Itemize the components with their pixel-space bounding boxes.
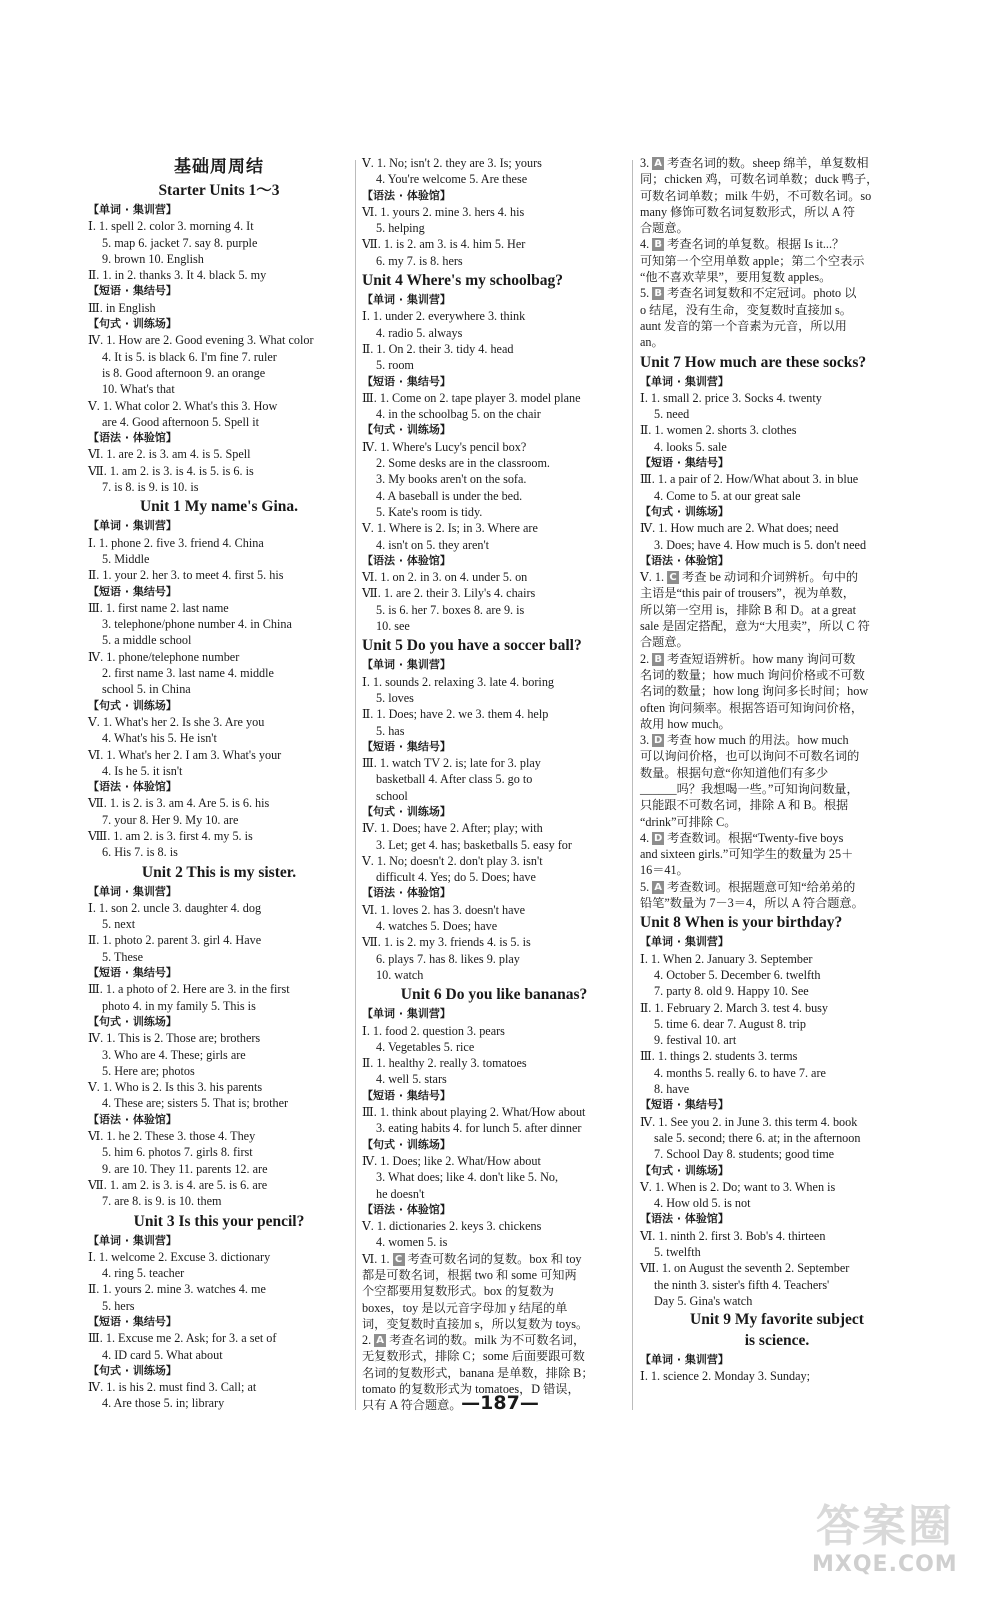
- answer-line-continued: 7. School Day 8. students; good time: [654, 1147, 835, 1162]
- answer-line: Ⅴ. 1. When is 2. Do; want to 3. When is: [640, 1179, 836, 1194]
- explanation-line: 个空都要用复数形式。box 的复数为: [362, 1284, 554, 1299]
- section-label: 【短语 · 集结号】: [640, 1098, 729, 1112]
- answer-line: Ⅶ. 1. am 2. is 3. is 4. is 5. is 6. is: [88, 463, 254, 478]
- answer-line: Ⅳ. 1. How are 2. Good evening 3. What color: [88, 333, 314, 348]
- answer-line-continued: 5. is 6. her 7. boxes 8. are 9. is: [376, 602, 525, 617]
- answer-choice-badge: A: [374, 1334, 386, 1347]
- answer-line: Ⅱ. 1. On 2. their 3. tidy 4. head: [362, 341, 514, 356]
- answer-line-continued: 3. eating habits 4. for lunch 5. after dinner: [376, 1121, 582, 1136]
- answer-line-continued: 4. Are those 5. in; library: [102, 1396, 225, 1411]
- answer-line-continued: 4. looks 5. sale: [654, 439, 727, 454]
- answer-line: Ⅱ. 1. healthy 2. really 3. tomatoes: [362, 1056, 527, 1071]
- explanation-line: aunt 发音的第一个音素为元音，所以用: [640, 318, 847, 333]
- explanation-line: 名词的复数形式，banana 是单数，排除 B；: [362, 1365, 594, 1380]
- explanation-text: 考查 be 动词和介词辨析。句中的: [682, 570, 859, 585]
- answer-line-continued: 4. Come to 5. at our great sale: [654, 488, 801, 503]
- explanation-line: 数量。根据句意“你知道他们有多少: [640, 765, 829, 780]
- answer-line-continued: 6. my 7. is 8. hers: [376, 253, 463, 268]
- answer-line-continued: 5. him 6. photos 7. girls 8. first: [102, 1145, 253, 1160]
- section-label: 【短语 · 集结号】: [88, 584, 177, 598]
- answer-line: Ⅲ. 1. a pair of 2. How/What about 3. in blue: [640, 472, 859, 487]
- explanation-line: ______吗？我想喝一些。”可知询问数量，: [640, 781, 859, 796]
- answer-line-continued: 4. How old 5. is not: [654, 1196, 751, 1211]
- section-label: 【单词 · 集训营】: [362, 293, 451, 307]
- explanation-line: 名词的数量；how much 询问价格或不可数: [640, 667, 865, 682]
- answer-line: Ⅳ. 1. phone/telephone number: [88, 649, 240, 664]
- explanation-line: “他不喜欢苹果”，要用复数 apples。: [640, 270, 832, 285]
- answer-line: Ⅶ. 1. is 2. is 3. am 4. Are 5. is 6. his: [88, 796, 270, 811]
- answer-line-continued: 8. have: [654, 1082, 690, 1097]
- explanation-line: “drink”可排除 C。: [640, 814, 737, 829]
- section-label: 【句式 · 训练场】: [88, 1363, 177, 1377]
- answer-line: Ⅰ. 1. When 2. January 3. September: [640, 951, 813, 966]
- answer-line-continued: school 5. in China: [102, 682, 191, 697]
- explanation-line: 都是可数名词，根据 two 和 some 可知两: [362, 1268, 577, 1282]
- page-title: 基础周周结: [174, 157, 264, 177]
- unit-heading: Unit 9 My favorite subject: [690, 1311, 864, 1329]
- answer-choice-badge: C: [667, 571, 679, 584]
- answer-line-continued: 5. helping: [376, 221, 425, 236]
- answer-line: Ⅴ. 1. No; isn't 2. they are 3. Is; yours: [362, 156, 542, 170]
- answer-line-continued: 4. ring 5. teacher: [102, 1266, 185, 1281]
- section-label: 【句式 · 训练场】: [88, 1014, 177, 1028]
- answer-line-continued: he doesn't: [376, 1186, 425, 1201]
- question-number: 5.: [640, 879, 650, 894]
- answer-line: Ⅵ. 1. What's her 2. I am 3. What's your: [88, 747, 282, 762]
- section-label: 【短语 · 集结号】: [640, 456, 729, 470]
- answer-line: Ⅳ. 1. Where's Lucy's pencil box?: [362, 439, 527, 454]
- answer-line-continued: 7. is 8. is 9. is 10. is: [102, 480, 199, 495]
- choice-answer-line: [640, 651, 914, 667]
- section-label: 【句式 · 训练场】: [88, 698, 177, 712]
- answer-choice-badge: B: [652, 287, 664, 300]
- answer-choice-badge: A: [652, 881, 664, 894]
- answer-line-continued: 6. His 7. is 8. is: [102, 845, 178, 860]
- answer-line-continued: 5. These: [102, 949, 144, 964]
- answer-line-continued: 4. radio 5. always: [376, 325, 463, 340]
- choice-answer-line: [640, 732, 914, 748]
- question-number: Ⅴ. 1.: [640, 570, 665, 585]
- answer-line: Ⅲ. 1. things 2. students 3. terms: [640, 1049, 798, 1064]
- explanation-line: 所以第一空用 is，排除 B 和 D。at a great: [640, 602, 856, 617]
- answer-column-2: [362, 155, 626, 1414]
- answer-line-continued: 4. Vegetables 5. rice: [376, 1039, 475, 1054]
- explanation-line: 可以询问价格，也可以询问不可数名词的: [640, 749, 860, 764]
- unit-heading: Unit 7 How much are these socks?: [640, 353, 867, 371]
- answer-line: Ⅴ. 1. What color 2. What's this 3. How: [88, 398, 278, 413]
- section-label: 【单词 · 集训营】: [640, 374, 729, 388]
- answer-choice-badge: C: [393, 1253, 405, 1266]
- explanation-text: 考查短语辨析。how many 询问可数: [667, 651, 856, 666]
- answer-line-continued: 2. Some desks are in the classroom.: [376, 456, 550, 471]
- answer-line: Ⅴ. 1. What's her 2. Is she 3. Are you: [88, 714, 265, 729]
- answer-choice-badge: D: [653, 735, 663, 747]
- answer-line-continued: Day 5. Gina's watch: [654, 1293, 753, 1308]
- answer-line-continued: 3. What does; like 4. don't like 5. No,: [376, 1170, 559, 1185]
- answer-line-continued: 5. has: [376, 723, 405, 738]
- explanation-line: o 结尾，没有生命，变复数时直接加 s。: [640, 302, 852, 317]
- answer-line-continued: 2. first name 3. last name 4. middle: [102, 666, 274, 681]
- answer-line: Ⅱ. 1. women 2. shorts 3. clothes: [640, 423, 797, 438]
- explanation-line: 可数名词单数；milk 牛奶，不可数名词。so: [640, 188, 872, 203]
- answer-line: Ⅶ. 1. is 2. my 3. friends 4. is 5. is: [362, 935, 531, 950]
- choice-answer-line: [640, 236, 914, 252]
- answer-line-continued: 10. What's that: [102, 382, 175, 397]
- page-number: —187—: [461, 1392, 539, 1414]
- question-number: 2.: [362, 1333, 372, 1348]
- answer-line: Ⅳ. 1. How much are 2. What does; need: [640, 521, 839, 536]
- answer-line: Ⅶ. 1. on August the seventh 2. September: [640, 1261, 850, 1276]
- section-label: 【短语 · 集结号】: [88, 966, 177, 980]
- answer-line: Ⅰ. 1. son 2. uncle 3. daughter 4. dog: [88, 900, 262, 915]
- answer-line: Ⅲ. 1. Come on 2. tape player 3. model plane: [362, 390, 581, 405]
- answer-line: Ⅵ. 1. are 2. is 3. am 4. is 5. Spell: [88, 447, 251, 462]
- answer-line-continued: 4. in the schoolbag 5. on the chair: [376, 407, 541, 422]
- answer-line: Ⅰ. 1. under 2. everywhere 3. think: [362, 309, 526, 324]
- explanation-line: 只有 A 符合题意。: [362, 1398, 462, 1413]
- answer-line: Ⅲ. 1. watch TV 2. is; late for 3. play: [362, 756, 541, 771]
- answer-line-continued: difficult 4. Yes; do 5. Does; have: [376, 870, 536, 885]
- answer-line: Ⅵ. 1. yours 2. mine 3. hers 4. his: [362, 204, 525, 219]
- section-label: 【短语 · 集结号】: [362, 739, 451, 753]
- unit-heading: Unit 3 Is this your pencil?: [133, 1212, 305, 1230]
- answer-line: Ⅱ. 1. photo 2. parent 3. girl 4. Have: [88, 933, 262, 948]
- answer-line: Ⅱ. 1. Does; have 2. we 3. them 4. help: [362, 707, 549, 722]
- choice-answer-line: [640, 879, 914, 895]
- answer-line: Ⅰ. 1. sounds 2. relaxing 3. late 4. boring: [362, 674, 555, 689]
- answer-choice-badge: A: [652, 157, 664, 170]
- answer-line-continued: 4. months 5. really 6. to have 7. are: [654, 1065, 826, 1080]
- section-label: 【单词 · 集训营】: [88, 884, 177, 898]
- unit-heading: Starter Units 1～3: [158, 182, 280, 199]
- unit-heading: Unit 5 Do you have a soccer ball?: [362, 637, 582, 655]
- explanation-line: 可知第一个空用单数 apple；第二个空表示: [640, 253, 865, 268]
- choice-answer-line: [640, 830, 914, 846]
- answer-line-continued: basketball 4. After class 5. go to: [376, 772, 533, 787]
- explanation-line: sale 是固定搭配，意为“大甩卖”，所以 C 符: [640, 619, 870, 634]
- answer-line-continued: 5. Kate's room is tidy.: [376, 504, 483, 519]
- question-number: 4.: [640, 237, 650, 252]
- answer-line: Ⅱ. 1. yours 2. mine 3. watches 4. me: [88, 1282, 266, 1297]
- answer-column-1: [88, 155, 350, 1412]
- section-label: 【语法 · 体验馆】: [362, 188, 451, 202]
- answer-line-continued: 7. party 8. old 9. Happy 10. See: [654, 984, 809, 999]
- answer-line-continued: 3. telephone/phone number 4. in China: [102, 617, 292, 632]
- section-label: 【语法 · 体验馆】: [88, 431, 177, 445]
- answer-line: Ⅳ. 1. This is 2. Those are; brothers: [88, 1031, 261, 1046]
- section-label: 【语法 · 体验馆】: [362, 886, 451, 900]
- section-label: 【语法 · 体验馆】: [640, 1212, 729, 1226]
- unit-heading: Unit 2 This is my sister.: [141, 863, 297, 881]
- explanation-line: 16＝41。: [640, 863, 689, 878]
- answer-line-continued: 9. brown 10. English: [102, 251, 204, 266]
- answer-line-continued: 7. are 8. is 9. is 10. them: [102, 1194, 222, 1209]
- choice-answer-line: [362, 1251, 626, 1267]
- section-label: 【短语 · 集结号】: [88, 284, 177, 298]
- answer-line: Ⅴ. 1. dictionaries 2. keys 3. chickens: [362, 1219, 542, 1234]
- answer-line-continued: is 8. Good afternoon 9. an orange: [102, 365, 266, 380]
- explanation-line: tomato 的复数形式为 tomatoes，D 错误，: [362, 1382, 580, 1397]
- answer-line-continued: 4. What's his 5. He isn't: [102, 731, 217, 746]
- answer-line: Ⅰ. 1. small 2. price 3. Socks 4. twenty: [640, 390, 822, 405]
- answer-line-continued: the ninth 3. sister's fifth 4. Teachers': [654, 1277, 830, 1292]
- answer-line-continued: photo 4. in my family 5. This is: [102, 998, 256, 1013]
- section-label: 【短语 · 集结号】: [362, 1088, 451, 1102]
- answer-line-continued: 4. ID card 5. What about: [102, 1347, 223, 1362]
- section-label: 【短语 · 集结号】: [88, 1315, 177, 1328]
- answer-line-continued: 5. time 6. dear 7. August 8. trip: [654, 1016, 806, 1031]
- answer-line-continued: are 4. Good afternoon 5. Spell it: [102, 414, 260, 429]
- answer-line-continued: 5. a middle school: [102, 633, 192, 648]
- explanation-text: 考查名词的单复数。根据 Is it...？: [667, 237, 845, 252]
- section-label: 【句式 · 训练场】: [640, 504, 729, 518]
- question-number: 3.: [640, 156, 650, 170]
- answer-choice-badge: D: [653, 832, 663, 844]
- unit-heading: Unit 8 When is your birthday?: [640, 914, 843, 932]
- answer-line-continued: 5. twelfth: [654, 1245, 701, 1259]
- section-label: 【单词 · 集训营】: [88, 519, 177, 533]
- section-label: 【语法 · 体验馆】: [362, 553, 451, 567]
- answer-line: Ⅲ. 1. think about playing 2. What/How about: [362, 1105, 586, 1120]
- answer-line-continued: 4. isn't on 5. they aren't: [376, 537, 490, 552]
- answer-line-continued: 9. are 10. They 11. parents 12. are: [102, 1161, 268, 1176]
- answer-line: Ⅰ. 1. science 2. Monday 3. Sunday;: [640, 1369, 810, 1384]
- answer-choice-badge: B: [652, 653, 664, 666]
- choice-answer-line: [640, 155, 914, 171]
- section-label: 【单词 · 集训营】: [640, 1353, 729, 1367]
- watermark-site-text: MXQE.COM: [812, 1552, 958, 1577]
- answer-line-continued: 3. Does; have 4. How much is 5. don't need: [654, 537, 867, 552]
- explanation-line: 合题意。: [640, 221, 689, 236]
- explanation-line: 无复数形式，排除 C；some 后面要跟可数: [362, 1349, 585, 1364]
- answer-line-continued: 4. women 5. is: [376, 1235, 448, 1250]
- explanation-text: 考查数词。根据题意可知“给弟弟的: [667, 879, 856, 894]
- answer-line-continued: 3. Let; get 4. has; basketballs 5. easy for: [376, 837, 572, 852]
- section-label: 【语法 · 体验馆】: [88, 1112, 177, 1126]
- answer-line: Ⅱ. 1. your 2. her 3. to meet 4. first 5. his: [88, 568, 284, 583]
- unit-heading: Unit 6 Do you like bananas?: [400, 986, 588, 1004]
- answer-line-continued: 4. Is he 5. it isn't: [102, 763, 183, 778]
- answer-line-continued: 3. My books aren't on the sofa.: [376, 472, 527, 487]
- explanation-line: boxes，toy 是以元音字母加 y 结尾的单: [362, 1300, 568, 1315]
- answer-line: Ⅷ. 1. am 2. is 3. first 4. my 5. is: [88, 828, 253, 843]
- question-number: 4.: [640, 830, 650, 845]
- section-label: 【语法 · 体验馆】: [640, 553, 729, 567]
- section-label: 【句式 · 训练场】: [362, 1137, 451, 1151]
- answer-line-continued: 5. room: [376, 358, 414, 373]
- section-label: 【语法 · 体验馆】: [362, 1202, 451, 1216]
- explanation-text: 考查数词。根据“Twenty-five boys: [667, 830, 844, 845]
- answer-line-continued: 4. It is 5. is black 6. I'm fine 7. ruler: [102, 349, 277, 364]
- answer-line-continued: 5. loves: [376, 690, 414, 705]
- section-label: 【句式 · 训练场】: [88, 317, 177, 331]
- answer-line-continued: 3. Who are 4. These; girls are: [102, 1047, 246, 1062]
- answer-line-continued: school: [376, 788, 408, 803]
- answer-line: Ⅱ. 1. February 2. March 3. test 4. busy: [640, 1000, 829, 1015]
- choice-answer-line: [362, 1332, 626, 1348]
- answer-line-continued: 4. A baseball is under the bed.: [376, 488, 523, 503]
- answer-line-continued: 4. watches 5. Does; have: [376, 919, 498, 934]
- answer-line-continued: 5. hers: [102, 1298, 135, 1313]
- section-label: 【单词 · 集训营】: [362, 1007, 451, 1021]
- choice-answer-line: [640, 569, 914, 585]
- answer-line: Ⅲ. 1. first name 2. last name: [88, 600, 229, 615]
- answer-line: Ⅴ. 1. Where is 2. Is; in 3. Where are: [362, 521, 538, 536]
- answer-line-continued: 10. see: [376, 619, 410, 634]
- answer-line-continued: 5. need: [654, 407, 690, 422]
- explanation-text: 考查名词的数。milk 为不可数名词，: [389, 1333, 586, 1348]
- answer-line: Ⅰ. 1. phone 2. five 3. friend 4. China: [88, 535, 264, 550]
- answer-line: Ⅰ. 1. food 2. question 3. pears: [362, 1023, 505, 1038]
- answer-line: Ⅳ. 1. is his 2. must find 3. Call; at: [88, 1380, 257, 1395]
- column-divider-2: [632, 160, 633, 1410]
- answer-line: Ⅰ. 1. welcome 2. Excuse 3. dictionary: [88, 1249, 271, 1264]
- answer-line: Ⅴ. 1. No; doesn't 2. don't play 3. isn't: [362, 853, 543, 868]
- explanation-line: 合题意。: [640, 635, 689, 650]
- answer-line-continued: 5. Here are; photos: [102, 1063, 195, 1078]
- answer-line-continued: 7. your 8. Her 9. My 10. are: [102, 812, 239, 827]
- answer-column-3: [640, 155, 914, 1385]
- answer-line-continued: 4. You're welcome 5. Are these: [376, 172, 528, 187]
- section-label: 【单词 · 集训营】: [362, 658, 451, 672]
- section-label: 【单词 · 集训营】: [88, 1233, 177, 1247]
- explanation-text: 考查名词复数和不定冠词。photo 以: [667, 286, 857, 301]
- explanation-text: 考查可数名词的复数。box 和 toy: [407, 1251, 582, 1266]
- question-number: 3.: [640, 733, 650, 748]
- answer-line-continued: 9. festival 10. art: [654, 1033, 737, 1048]
- explanation-line: and sixteen girls.”可知学生的数量为 25＋: [640, 847, 854, 862]
- answer-line: Ⅵ. 1. ninth 2. first 3. Bob's 4. thirteen: [640, 1228, 826, 1243]
- watermark: [806, 1490, 956, 1590]
- section-label: 【句式 · 训练场】: [362, 804, 451, 818]
- answer-line-continued: 5. map 6. jacket 7. say 8. purple: [102, 235, 258, 250]
- explanation-line: 词，变复数时直接加 s，所以复数为 toys。: [362, 1316, 589, 1331]
- answer-line: Ⅵ. 1. on 2. in 3. on 4. under 5. on: [362, 570, 528, 585]
- section-label: 【单词 · 集训营】: [640, 935, 729, 949]
- answer-line: Ⅲ. 1. Excuse me 2. Ask; for 3. a set of: [88, 1331, 277, 1346]
- answer-line: Ⅶ. 1. am 2. is 3. is 4. are 5. is 6. are: [88, 1177, 268, 1192]
- column-divider-1: [355, 160, 356, 1410]
- answer-line: Ⅲ. 1. a photo of 2. Here are 3. in the first: [88, 982, 290, 997]
- unit-heading: Unit 1 My name's Gina.: [139, 498, 299, 516]
- explanation-line: many 修饰可数名词复数形式，所以 A 符: [640, 204, 855, 219]
- answer-line-continued: 4. These are; sisters 5. That is; brother: [102, 1096, 289, 1111]
- answer-line: Ⅱ. 1. in 2. thanks 3. It 4. black 5. my: [88, 268, 267, 283]
- explanation-text: 考查名词的数。sheep 绵羊，单复数相: [667, 156, 869, 170]
- unit-heading: is science.: [744, 1332, 810, 1350]
- answer-choice-badge: B: [652, 238, 664, 251]
- answer-line: Ⅲ. in English: [88, 300, 156, 315]
- question-number: 2.: [640, 651, 650, 666]
- answer-line-continued: 5. next: [102, 917, 136, 932]
- explanation-line: 主语是“this pair of trousers”，视为单数，: [640, 586, 855, 601]
- answer-line: Ⅵ. 1. he 2. These 3. those 4. They: [88, 1129, 256, 1144]
- answer-line-continued: 6. plays 7. has 8. likes 9. play: [376, 951, 520, 966]
- choice-answer-line: [640, 285, 914, 301]
- answer-line: Ⅶ. 1. is 2. am 3. is 4. him 5. Her: [362, 237, 526, 252]
- question-number: Ⅵ. 1.: [362, 1251, 390, 1266]
- explanation-line: often 询问频率。根据答语可知询问价格，: [640, 700, 864, 715]
- section-label: 【单词 · 集训营】: [88, 203, 177, 216]
- answer-line: Ⅵ. 1. loves 2. has 3. doesn't have: [362, 902, 526, 917]
- section-label: 【句式 · 训练场】: [640, 1163, 729, 1177]
- section-label: 【短语 · 集结号】: [362, 374, 451, 388]
- explanation-line: 铅笔”数量为 7－3＝4，所以 A 符合题意。: [640, 896, 864, 911]
- answer-line-continued: 5. Middle: [102, 551, 150, 566]
- answer-line-continued: 10. watch: [376, 967, 424, 982]
- answer-line: Ⅳ. 1. Does; like 2. What/How about: [362, 1153, 541, 1168]
- answer-line: Ⅳ. 1. See you 2. in June 3. this term 4. book: [640, 1114, 858, 1129]
- explanation-line: 同；chicken 鸡，可数名词单数；duck 鸭子，: [640, 172, 879, 187]
- explanation-line: 名词的数量；how long 询问多长时间；how: [640, 684, 869, 699]
- explanation-line: 故用 how much。: [640, 716, 731, 731]
- answer-line-continued: 4. well 5. stars: [376, 1072, 447, 1087]
- answer-line: Ⅴ. 1. Who is 2. Is this 3. his parents: [88, 1080, 263, 1095]
- answer-line: Ⅳ. 1. Does; have 2. After; play; with: [362, 821, 543, 836]
- answer-line: Ⅰ. 1. spell 2. color 3. morning 4. It: [88, 219, 254, 234]
- explanation-text: 考查 how much 的用法。how much: [667, 733, 849, 748]
- watermark-logo-icon: 答案圈: [816, 1501, 954, 1552]
- answer-line: Ⅶ. 1. are 2. their 3. Lily's 4. chairs: [362, 586, 536, 601]
- explanation-line: an。: [640, 335, 664, 350]
- question-number: 5.: [640, 286, 650, 301]
- answer-line-continued: 4. October 5. December 6. twelfth: [654, 967, 821, 982]
- section-label: 【句式 · 训练场】: [362, 423, 451, 437]
- explanation-line: 只能跟不可数名词，排除 A 和 B。根据: [640, 798, 849, 813]
- unit-heading: Unit 4 Where's my schoolbag?: [362, 272, 563, 290]
- answer-line-continued: sale 5. second; there 6. at; in the afternoon: [654, 1130, 861, 1145]
- section-label: 【语法 · 体验馆】: [88, 780, 177, 794]
